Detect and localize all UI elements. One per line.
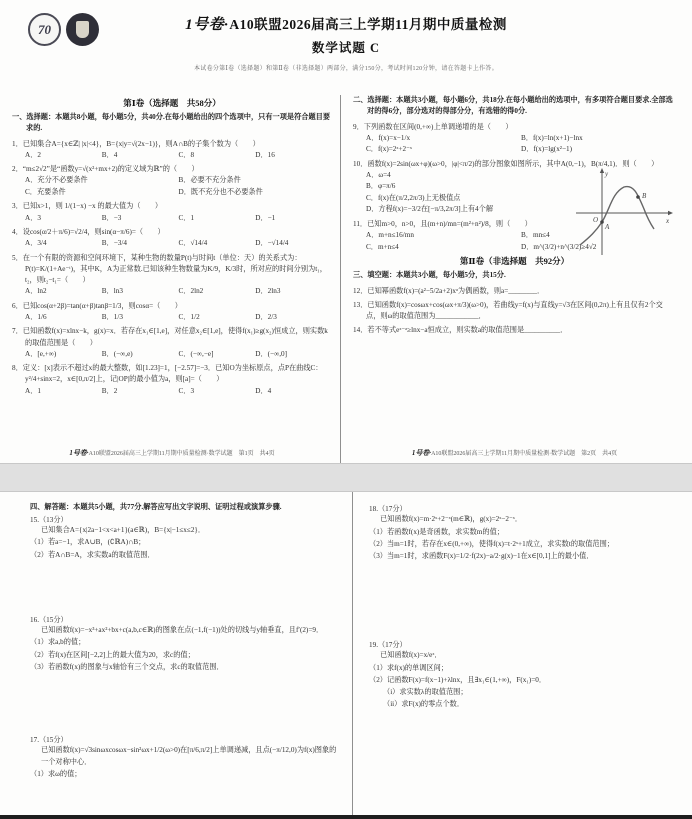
question-5-options <box>12 286 332 298</box>
option: D．4 <box>255 386 272 395</box>
question-4-text: 4．设cos(α/2＋π/6)=√2/4，则sin(α−π/6)=（ ） <box>12 228 165 237</box>
question-2 <box>12 164 332 198</box>
question-1-text: 1．已知集合A={x∈ℤ| |x|<4}，B={x|y=√(2x−1)}，则A∩B的子集个数为（ ） <box>12 139 260 148</box>
page-2-footer-text: A10联盟2026届高三上学期11月期中质量检测·数学试题 第2页 共4页 <box>431 451 618 457</box>
option: D．m^(3/2)+n^(3/2)≥4√2 <box>521 242 597 251</box>
question-12-text: 12．已知幂函数f(x)=(a²−5/2a+2)xᵃ为偶函数，则a=________． <box>353 286 545 295</box>
question-16-text: 已知函数f(x)=−x³+ax²+bx+c(a,b,c∈ℝ)的图象在点(−1,f(−1))处的切线与y轴垂直，且f′(2)=9． <box>41 625 324 634</box>
option: A．1 <box>25 386 41 395</box>
part-4-intro: 四、解答题：本题共5小题，共77分.解答应写出文字说明、证明过程或演算步骤. <box>30 503 282 511</box>
question-18-label: 18.（17分） <box>369 505 407 513</box>
question-6-options <box>12 312 332 324</box>
brand-mark: 1号卷· <box>69 449 89 457</box>
option: B．必要不充分条件 <box>178 176 241 185</box>
section-2-title: 第Ⅱ卷（非选择题 共92分） <box>459 256 570 267</box>
question-6-text: 6．已知cos(α+2β)=tan(α+β)tanβ=1/3，则cosα=（ ） <box>12 301 182 310</box>
question-3-text: 3．已知x>1，则 1/(1−x) −x 的最大值为（ ） <box>12 202 163 211</box>
logo-70-text: 70 <box>38 21 51 37</box>
option: A．3/4 <box>25 239 47 248</box>
question-7-options <box>12 349 332 361</box>
option: B．2 <box>101 386 118 395</box>
question-1-options <box>12 150 332 162</box>
part-1-intro: 一、选择题：本题共8小题，每小题5分，共40分.在每小题给出的四个选项中，只有一项是符合题目要求的. <box>12 113 331 132</box>
option: A．ω=4 <box>366 170 391 179</box>
question-18-text: 已知函数f(x)=m·2ˣ+2⁻ˣ(m∈ℝ)，g(x)=2ˣ−2⁻ˣ． <box>380 515 523 523</box>
question-6 <box>12 301 332 324</box>
exam-title <box>0 13 692 34</box>
graph-point-a-label: A <box>605 222 610 231</box>
exam-subtitle: 数学试题 C <box>311 41 381 55</box>
page-3-column <box>0 492 352 815</box>
bottom-columns <box>0 492 692 815</box>
question-11-text: 11．已知m>0，n>0，且(m+n)/mn=(m²+n²)/8，则（ ） <box>353 220 532 228</box>
exam-sheet-bottom-spread <box>0 492 692 815</box>
question-16-part-2: （2）若f(x)在区间[−2,2]上的最大值为20，求c的值； <box>30 650 195 659</box>
brand-mark: 1号卷· <box>411 449 432 457</box>
part-3-intro: 三、填空题：本题共3小题，每小题5分，共15分. <box>353 271 506 280</box>
page-bottom-edge-line <box>0 815 692 819</box>
logo-group <box>28 13 99 46</box>
page-gap-band <box>0 463 692 492</box>
exam-note: 本试卷分第Ⅰ卷（选择题）和第Ⅱ卷（非选择题）两部分，满分150分，考试时间120分钟，请在答题卡上作答。 <box>193 66 499 72</box>
option: A．1/6 <box>25 312 47 321</box>
question-2-options <box>12 175 332 198</box>
question-16-label: 16.（15分） <box>30 615 68 624</box>
option: D．既不充分也不必要条件 <box>178 187 263 196</box>
option: C．8 <box>178 150 195 159</box>
option: B．−3 <box>101 213 122 222</box>
question-19-part-2ii: （ii）求F(x)的零点个数． <box>383 700 465 709</box>
graph-point-b-label: B <box>642 191 647 200</box>
option: A．2 <box>25 150 41 159</box>
part-2-intro: 二、选择题：本题共3小题，每小题6分，共18分.在每小题给出的选项中，有多项符合题目要求.全部选对的得6分，部分选对的得部分分，有选错的得0分. <box>353 96 673 115</box>
question-14 <box>353 325 676 336</box>
question-19-label: 19.（17分） <box>369 641 407 650</box>
question-9-options <box>353 133 676 156</box>
question-15-part-1: （1）若a=−1，求A∪B，(∁ℝA)∩B； <box>30 538 146 547</box>
option: C．1 <box>178 213 195 222</box>
option: B．ln3 <box>101 287 123 296</box>
page-4-column <box>352 492 692 815</box>
graph-ylabel: y <box>605 169 609 178</box>
option: A．ln2 <box>25 287 47 296</box>
page-1-column <box>6 95 340 463</box>
question-13 <box>353 300 676 322</box>
question-16 <box>30 615 340 673</box>
question-4 <box>12 227 332 250</box>
question-19-part-1: （1）求f(x)的单调区间； <box>369 663 449 672</box>
question-17-part-1: （1）求ω的值； <box>30 770 82 779</box>
question-15-part-2: （2）若A∩B=A，求实数a的取值范围． <box>30 550 155 559</box>
option: D．2/3 <box>255 312 277 321</box>
exam-title-text: A10联盟2026届高三上学期11月期中质量检测 <box>229 17 507 32</box>
option: B．1/3 <box>101 312 123 321</box>
anniversary-70-logo-icon <box>28 13 61 46</box>
question-10-options <box>353 170 566 216</box>
option: C．2ln2 <box>178 287 204 296</box>
question-8-text: 8．定义：[x]表示不超过x的最大整数，如[1.23]=1，[−2.57]=−3．已知O为坐标原点，点P在曲线C：y²/4+sinx=2，x∈[0,π/2]上，记|OP|的最小值为a，则[a]=（ ） <box>12 364 323 384</box>
option: A．f(x)=x−1/x <box>366 133 411 142</box>
question-17-label: 17.（15分） <box>30 736 68 744</box>
option: A．m+n≤16/mn <box>366 231 414 240</box>
option: A．充分不必要条件 <box>25 176 88 185</box>
top-columns <box>0 95 692 463</box>
question-15-text: 已知集合A={x|2a−1<x<a+1}(a∈ℝ)，B={x|−1≤x≤2}． <box>41 525 206 534</box>
question-19-part-2i: （i）求实数λ的取值范围； <box>383 688 468 697</box>
page-1-footer-text: A10联盟2026届高三上学期11月期中质量检测·数学试题 第1页 共4页 <box>88 451 275 457</box>
option: D．方程f(x)=−3/2在[−π/3,2π/3]上有4个解 <box>366 205 494 214</box>
option: B．−3/4 <box>101 239 127 248</box>
question-4-options <box>12 238 332 250</box>
option: D．16 <box>255 150 275 159</box>
question-8-options <box>12 386 332 398</box>
option: C．m+n≤4 <box>366 242 399 251</box>
question-7 <box>12 326 332 360</box>
question-14-text: 14．若不等式eˣ⁻ᵃ≥lnx−a恒成立，则实数a的取值范围是__________． <box>353 326 568 335</box>
option: C．充要条件 <box>25 187 66 196</box>
question-10-text: 10．函数f(x)=2sin(ωx+φ)(ω>0，|φ|<π/2)的部分图象如图所示，其中A(0,−1)，B(π/4,1)．则（ ） <box>353 159 659 168</box>
sine-graph <box>572 165 676 261</box>
question-9-text: 9．下列函数在区间(0,+∞)上单调递增的是（ ） <box>353 122 513 131</box>
option: D．−√14/4 <box>255 239 289 248</box>
question-18-part-2: （2）当m=1时，若存在x∈(0,+∞)，使得f(x)=t·2ˣ+1成立，求实数t的取值范围； <box>369 539 614 548</box>
option: C．√14/4 <box>178 239 208 248</box>
school-badge-icon <box>66 13 99 46</box>
option: D．(−∞,0] <box>255 349 287 358</box>
graph-origin-label: O <box>593 215 599 224</box>
option: C．1/2 <box>178 312 200 321</box>
option: A．3 <box>25 213 41 222</box>
question-16-part-3: （3）若函数f(x)的图象与x轴恰有三个交点，求c的取值范围． <box>30 662 224 671</box>
question-16-part-1: （1）求a,b的值； <box>30 638 86 647</box>
page-2-footer <box>353 448 676 463</box>
question-13-text: 13．已知函数f(x)=cosωx+cos(ωx+π/3)(ω>0)，若曲线y=f(x)与直线y=√3在区间(0,2π)上有且仅有2个交点，则ω的取值范围为____________． <box>353 301 663 321</box>
question-5-text: 5．在一个有限的资源和空间环境下，某种生物的数量P(t)与时间t（单位：天）的关系式为：P(t)=K/(1+Ae⁻ᵗ)，其中K，A为正常数.已知该种生物数量为K/9，K/3时，所对应的时间分别为t₁，t₂，则t₂−t₁=（ ） <box>12 253 327 285</box>
question-5 <box>12 253 332 298</box>
question-15-label: 15.（13分） <box>30 515 68 524</box>
option: B．(−∞,e) <box>101 349 133 358</box>
question-19-text: 已知函数f(x)=x/eˣ． <box>380 651 442 660</box>
question-18-part-3: （3）当m=1时，求函数F(x)=1/2·f(2x)−a/2·g(x)−1在x∈[0,1]上的最小值． <box>369 551 594 560</box>
option: B．φ=π/6 <box>366 182 396 191</box>
question-2-text: 2．“m≤2√2”是“函数y=√(x²+mx+2)的定义域为ℝ”的（ ） <box>12 165 199 174</box>
option: D．f(x)=lg(x²−1) <box>521 145 572 154</box>
question-3-options <box>12 213 332 225</box>
question-19 <box>369 640 678 710</box>
option: C．(−∞,−e] <box>178 349 214 358</box>
option: A．[e,+∞) <box>25 349 57 358</box>
section-1-title: 第Ⅰ卷（选择题 共58分） <box>123 98 221 108</box>
question-3 <box>12 201 332 224</box>
question-12 <box>353 286 676 297</box>
question-19-part-2: （2）记函数F(x)=f(x−1)+λlnx，且∃x₁∈(1,+∞)，F(x₁)=0． <box>369 675 547 684</box>
option: B．mn≤4 <box>521 231 550 240</box>
question-17-text: 已知函数f(x)=√3sinωxcosωx−sin²ωx+1/2(ω>0)在[π/6,π/2]上单调递减，且点(−π/12,0)为f(x)图象的一个对称中心． <box>41 746 337 766</box>
option: B．f(x)=ln(x+1)−lnx <box>521 133 583 142</box>
question-18-part-1: （1）若函数f(x)是奇函数，求实数m的值； <box>369 527 504 536</box>
exam-header <box>0 0 692 95</box>
option: B．4 <box>101 150 118 159</box>
question-9 <box>353 122 676 156</box>
option: D．2ln3 <box>255 287 281 296</box>
brand-mark: 1号卷· <box>185 17 229 33</box>
option: C．f(x)在(π/2,2π/3)上无极值点 <box>366 193 461 202</box>
question-18 <box>369 504 678 562</box>
question-17 <box>30 735 340 780</box>
question-1 <box>12 139 332 162</box>
option: C．f(x)=2ˣ+2⁻ˣ <box>366 145 412 154</box>
page-1-footer <box>12 448 332 463</box>
option: C．3 <box>178 386 195 395</box>
question-7-text: 7．已知函数f(x)=xlnx−k，g(x)=x．若存在x₁∈[1,e]，对任意x₂∈[1,e]，使得f(x₁)≥g(x₂)恒成立，则实数k的取值范围是（ ） <box>12 327 328 347</box>
graph-xlabel: x <box>666 216 670 225</box>
question-15 <box>30 515 340 561</box>
question-8 <box>12 363 332 397</box>
option: D．−1 <box>255 213 276 222</box>
page-2-column <box>340 95 680 463</box>
